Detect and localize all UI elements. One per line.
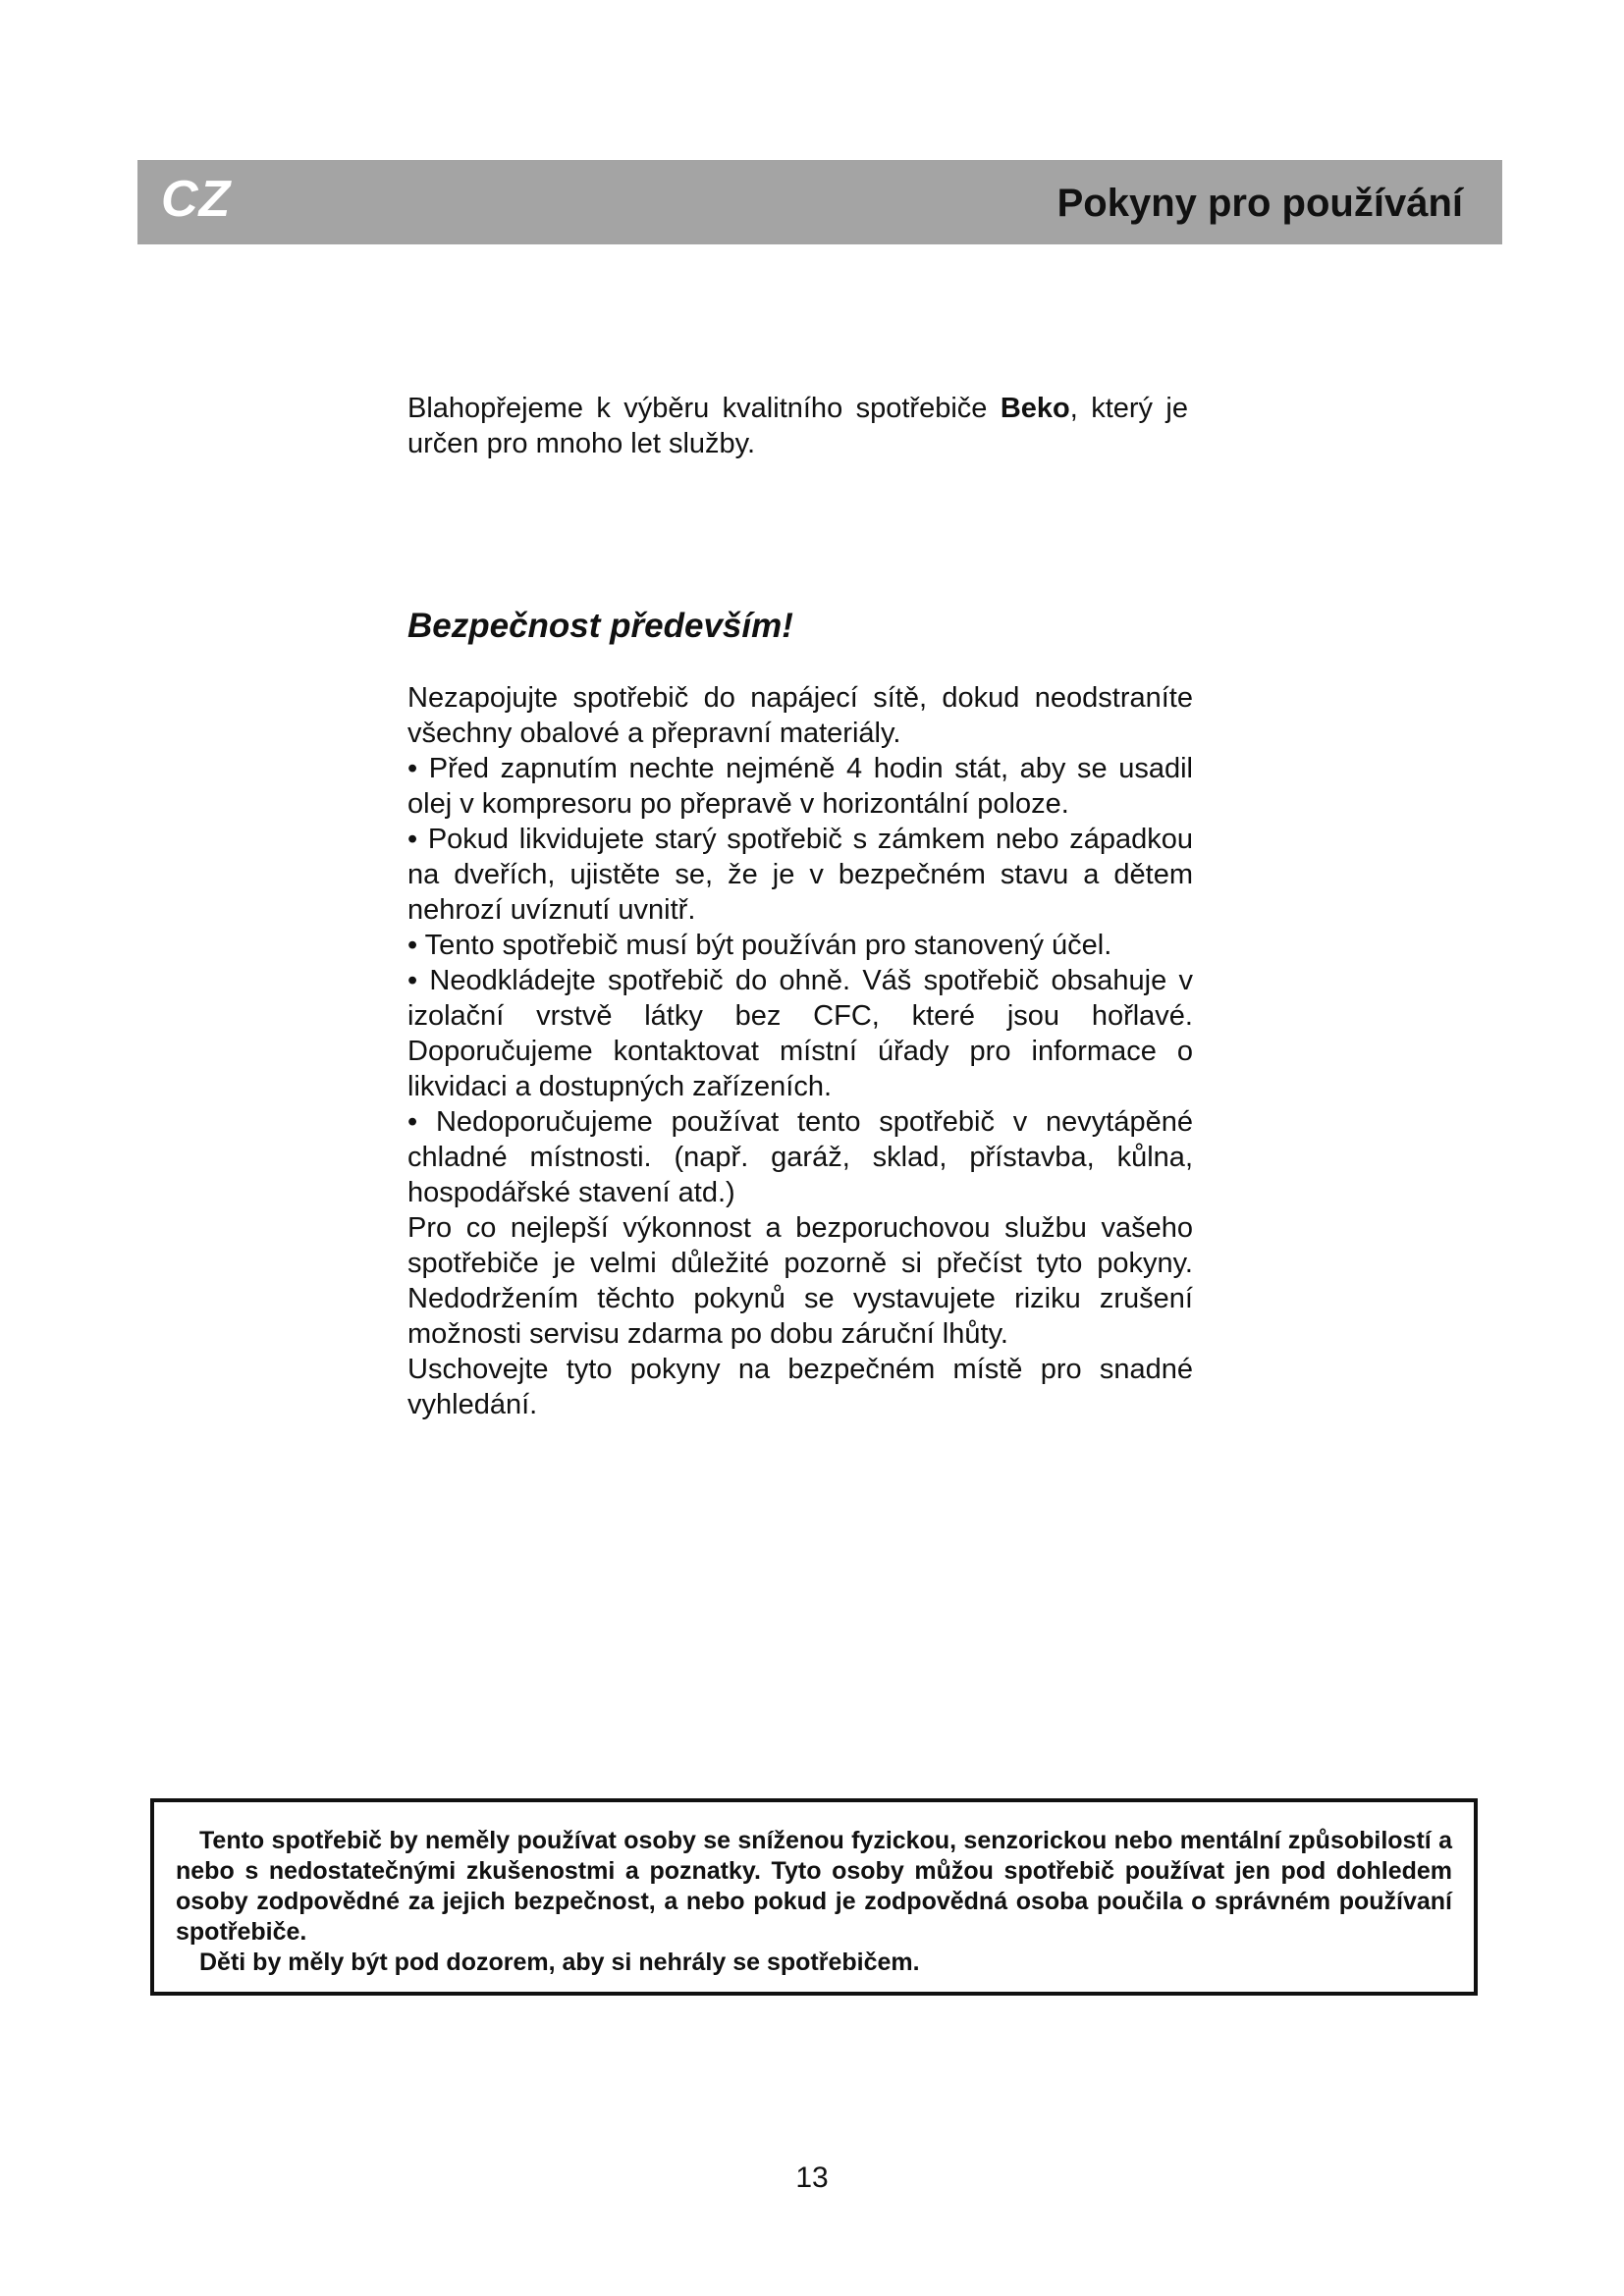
paragraph: Pro co nejlepší výkonnost a bezporuchovou službu vašeho spotřebiče je velmi důležité pozorně si přečíst tyto pokyny. Nedodržením těchto pokynů se vystavujete riziku zrušení možnosti servisu zdarma po dobu záruční lhůty. (407, 1212, 1193, 1350)
paragraph: • Neodkládejte spotřebič do ohně. Váš spotřebič obsahuje v izolační vrstvě látky bez CFC, které jsou hořlavé. Doporučujeme kontaktovat místní úřady pro informace o likvidaci a dostupných zařízeních. (407, 965, 1193, 1102)
brand-name: Beko (1000, 393, 1070, 424)
safety-instructions (407, 680, 1193, 1422)
page-number: 13 (795, 2162, 829, 2194)
intro-text-end: , který je určen pro mnoho let služby. (407, 393, 1189, 459)
paragraph: • Tento spotřebič musí být používán pro stanovený účel. (407, 930, 1112, 961)
language-code: CZ (161, 171, 232, 228)
page-title: Pokyny pro používání (1056, 182, 1463, 225)
warning-box (150, 1798, 1478, 1996)
intro-text: Blahopřejeme k výběru kvalitního spotřebiče (407, 393, 988, 424)
paragraph: • Pokud likvidujete starý spotřebič s zámkem nebo západkou na dveřích, ujistěte se, že je v bezpečném stavu a dětem nehrozí uvíznutí uvnitř. (407, 824, 1193, 926)
paragraph: Nezapojujte spotřebič do napájecí sítě, dokud neodstraníte všechny obalové a přepravní materiály. (407, 682, 1193, 749)
warning-text-children: Děti by měly být pod dozorem, aby si nehrály se spotřebičem. (199, 1949, 920, 1976)
warning-text: Tento spotřebič by neměly používat osoby se sníženou fyzickou, senzorickou nebo mentální způsobilostí a nebo s nedostatečnými zkušenostmi a poznatky. Tyto osoby můžou spotřebič používat jen pod dohledem osoby zodpovědné za jejich bezpečnost, a nebo pokud je zodpovědná osoba poučila o správném používaní spotřebiče. (176, 1827, 1452, 1946)
header-bar (137, 160, 1502, 244)
section-title: Bezpečnost především! (407, 607, 793, 645)
paragraph: • Před zapnutím nechte nejméně 4 hodin stát, aby se usadil olej v kompresoru po přepravě v horizontální poloze. (407, 753, 1193, 820)
intro-paragraph (407, 391, 1188, 461)
paragraph: • Nedoporučujeme používat tento spotřebič v nevytápěné chladné místnosti. (např. garáž, sklad, přístavba, kůlna, hospodářské stavení atd.) (407, 1106, 1193, 1208)
paragraph: Uschovejte tyto pokyny na bezpečném místě pro snadné vyhledání. (407, 1354, 1193, 1420)
